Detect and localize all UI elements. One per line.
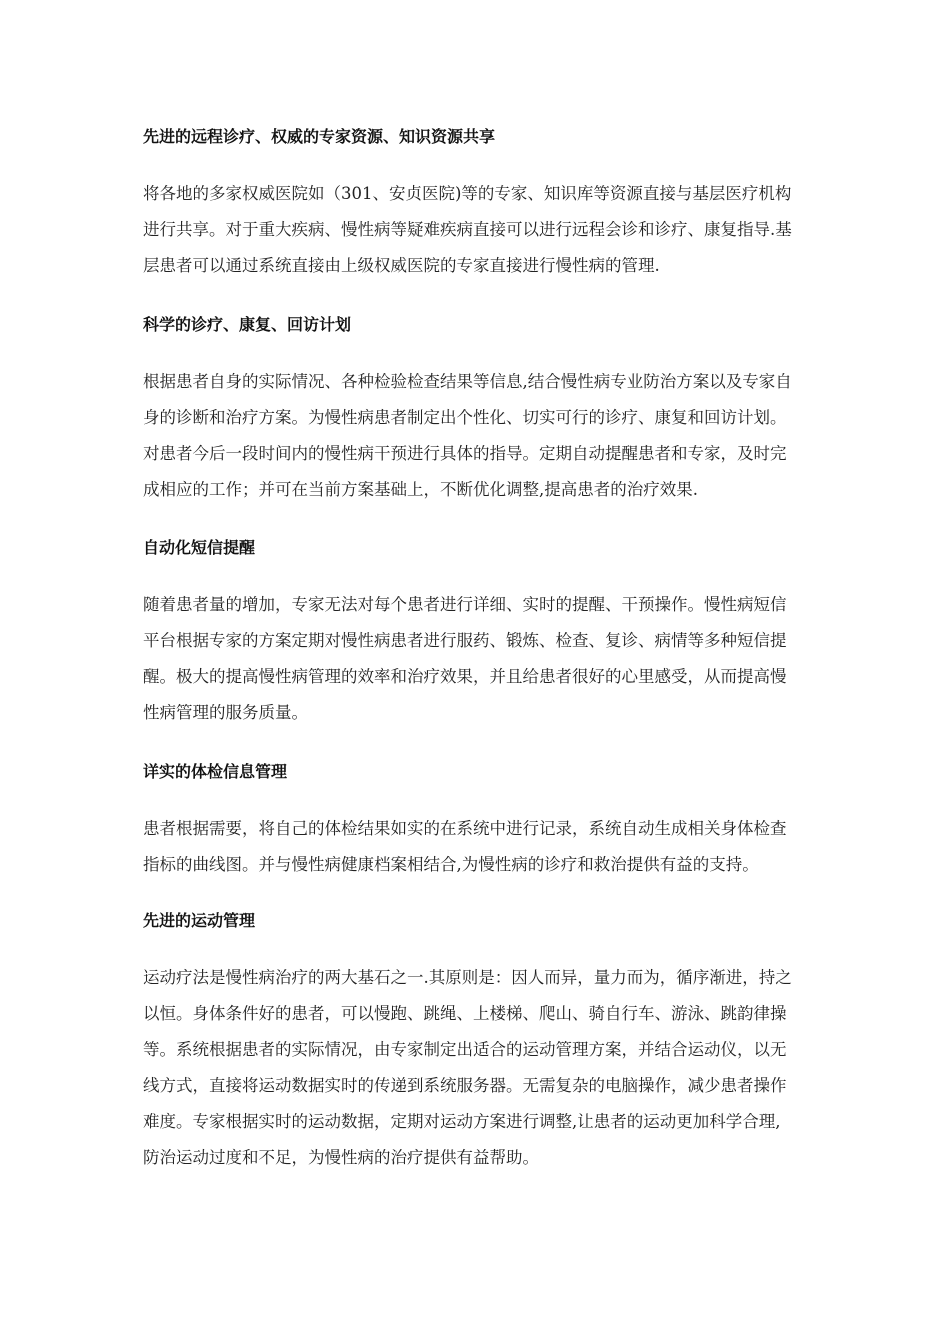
paragraph-line: 指标的曲线图。并与慢性病健康档案相结合,为慢性病的诊疗和救治提供有益的支持。 — [143, 855, 759, 874]
paragraph-line: 将各地的多家权威医院如（301、安贞医院)等的专家、知识库等资源直接与基层医疗机构 — [143, 184, 792, 203]
paragraph-line: 以恒。身体条件好的患者，可以慢跑、跳绳、上楼梯、爬山、骑自行车、游泳、跳韵律操 — [143, 1004, 787, 1023]
section-paragraph-sms-reminder — [143, 587, 807, 731]
paragraph-line: 根据患者自身的实际情况、各种检验检查结果等信息,结合慢性病专业防治方案以及专家自 — [143, 372, 792, 391]
section-heading-remote-diagnosis: 先进的远程诊疗、权威的专家资源、知识资源共享 — [143, 127, 496, 146]
paragraph-line: 醒。极大的提高慢性病管理的效率和治疗效果，并且给患者很好的心里感受，从而提高慢 — [143, 667, 787, 686]
paragraph-line: 随着患者量的增加，专家无法对每个患者进行详细、实时的提醒、干预操作。慢性病短信 — [143, 595, 787, 614]
paragraph-line: 进行共享。对于重大疾病、慢性病等疑难疾病直接可以进行远程会诊和诊疗、康复指导.基 — [143, 220, 792, 239]
paragraph-line: 身的诊断和治疗方案。为慢性病患者制定出个性化、切实可行的诊疗、康复和回访计划。 — [143, 408, 787, 427]
paragraph-line: 平台根据专家的方案定期对慢性病患者进行服药、锻炼、检查、复诊、病情等多种短信提 — [143, 631, 787, 650]
paragraph-line: 运动疗法是慢性病治疗的两大基石之一.其原则是：因人而异，量力而为，循序渐进，持之 — [143, 968, 792, 987]
section-paragraph-checkup-management — [143, 811, 807, 883]
paragraph-line: 性病管理的服务质量。 — [143, 703, 308, 722]
section-heading-exercise-management: 先进的运动管理 — [143, 911, 256, 930]
section-heading-treatment-plan: 科学的诊疗、康复、回访计划 — [143, 315, 352, 334]
paragraph-line: 等。系统根据患者的实际情况，由专家制定出适合的运动管理方案，并结合运动仪，以无 — [143, 1040, 787, 1059]
section-heading-checkup-management: 详实的体检信息管理 — [143, 762, 288, 781]
paragraph-line: 成相应的工作；并可在当前方案基础上，不断优化调整,提高患者的治疗效果. — [143, 480, 698, 499]
paragraph-line: 对患者今后一段时间内的慢性病干预进行具体的指导。定期自动提醒患者和专家，及时完 — [143, 444, 787, 463]
paragraph-line: 层患者可以通过系统直接由上级权威医院的专家直接进行慢性病的管理. — [143, 256, 660, 275]
paragraph-line: 线方式，直接将运动数据实时的传递到系统服务器。无需复杂的电脑操作，减少患者操作 — [143, 1076, 787, 1095]
paragraph-line: 防治运动过度和不足，为慢性病的治疗提供有益帮助。 — [143, 1148, 539, 1167]
paragraph-line: 难度。专家根据实时的运动数据，定期对运动方案进行调整,让患者的运动更加科学合理, — [143, 1112, 781, 1131]
section-paragraph-treatment-plan — [143, 364, 807, 508]
section-paragraph-remote-diagnosis — [143, 176, 807, 284]
paragraph-line: 患者根据需要，将自己的体检结果如实的在系统中进行记录，系统自动生成相关身体检查 — [143, 819, 787, 838]
section-paragraph-exercise-management — [143, 960, 807, 1176]
section-heading-sms-reminder: 自动化短信提醒 — [143, 538, 256, 557]
